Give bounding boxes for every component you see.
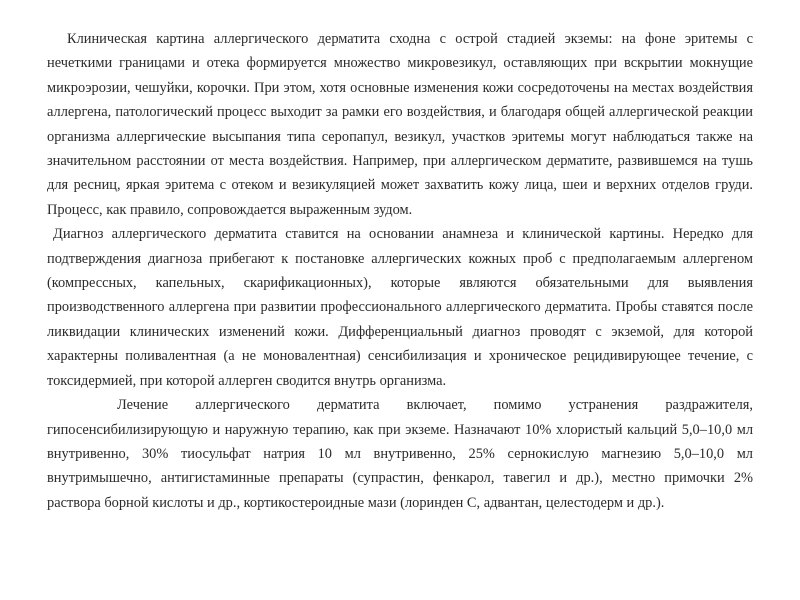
document-page bbox=[47, 27, 753, 515]
paragraph-treatment: Лечение аллергического дерматита включает, помимо устранения раздражителя, гипосенсибилизирующую и наружную терапию, как при экземе. Назначают 10% хлористый кальций 5,0–10,0 мл внутривенно, 30% тиосульфат натрия 10 мл внутривенно, 25% сернокислую магнезию 5,0–10,0 мл внутримышечно, антигистаминные препараты (супрастин, фенкарол, тавегил и др.), местно примочки 2% раствора борной кислоты и др., кортикостероидные мази (лоринден С, адвантан, целестодерм и др.). bbox=[47, 397, 753, 511]
paragraph-clinical-picture: Клиническая картина аллергического дерматита сходна с острой стадией экземы: на фоне эритемы с нечеткими границами и отека формируется множество микровезикул, оставляющих при вскрытии мокнущие микроэрозии, чешуйки, корочки. При этом, хотя основные изменения кожи сосредоточены на местах воздействия аллергена, патологический процесс выходит за рамки его воздействия, и благодаря общей аллергической реакции организма аллергические высыпания типа серопапул, везикул, участков эритемы могут наблюдаться также на значительном расстоянии от места воздействия. Например, при аллергическом дерматите, развившемся на тушь для ресниц, яркая эритема с отеком и везикуляцией может захватить кожу лица, шеи и верхних отделов груди. Процесс, как правило, сопровождается выраженным зудом. bbox=[47, 31, 753, 218]
paragraph-diagnosis: Диагноз аллергического дерматита ставится на основании анамнеза и клинической картины. Нередко для подтверждения диагноза прибегают к постановке аллергических кожных проб с предполагаемым аллергеном (компрессных, капельных, скарификационных), которые являются обязательными для выявления производственного аллергена при развитии профессионального аллергического дерматита. Пробы ставятся после ликвидации клинических изменений кожи. Дифференциальный диагноз проводят с экземой, для которой характерны поливалентная (а не моновалентная) сенсибилизация и хроническое рецидивирующее течение, с токсидермией, при которой аллерген сводится внутрь организма. bbox=[47, 226, 753, 389]
